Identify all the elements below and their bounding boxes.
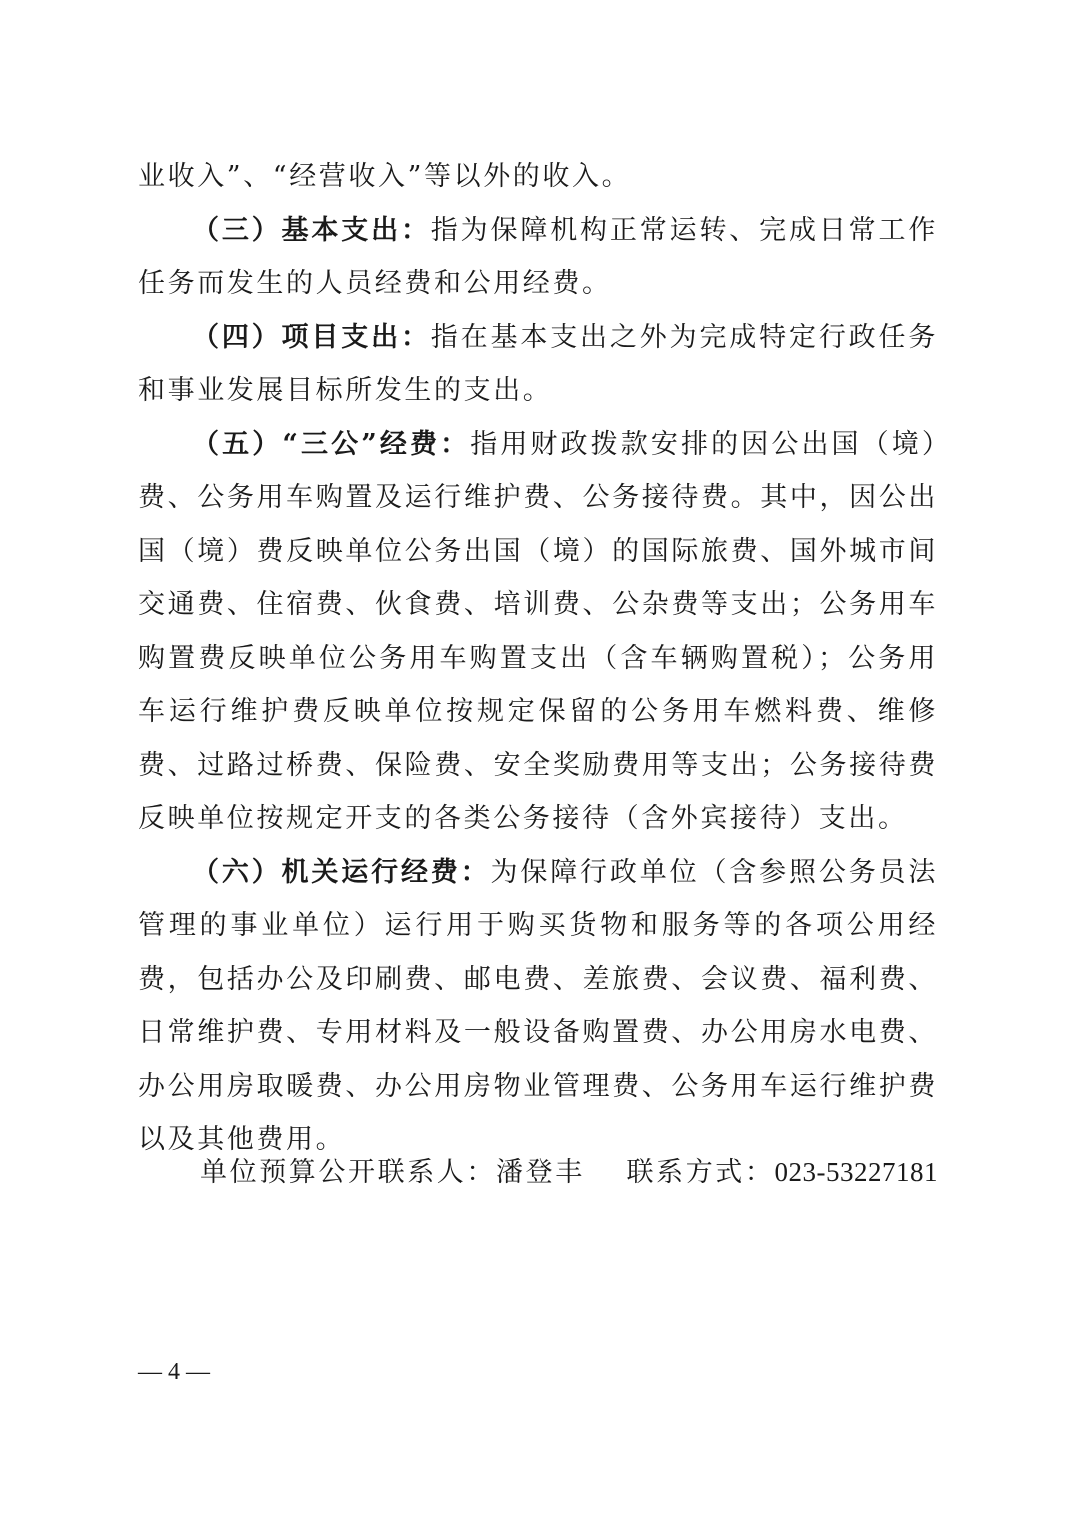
continuation-paragraph: 业收入”、“经营收入”等以外的收入。 — [138, 161, 632, 192]
paragraph-heading: （四）项目支出： — [192, 321, 431, 353]
document-body — [138, 150, 938, 1167]
contact-line — [200, 1146, 938, 1199]
paragraph-text: 指在基本支出之外为完成特定行政任务和事业发展目标所发生的支出。 — [138, 321, 938, 406]
page-number: — 4 — — [138, 1359, 210, 1385]
paragraph-project-expenditure — [138, 311, 938, 418]
paragraph-text: 指为保障机构正常运转、完成日常工作任务而发生的人员经费和公用经费。 — [138, 214, 938, 299]
contact-phone-label: 联系方式： — [626, 1157, 775, 1188]
contact-person — [200, 1157, 585, 1188]
paragraph-text: 为保障行政单位（含参照公务员法管理的事业单位）运行用于购买货物和服务等的各项公用经费，包括办公及印刷费、邮电费、差旅费、会议费、福利费、日常维护费、专用材料及一般设备购置费、办公用房水电费、办公用房取暖费、办公用房物业管理费、公务用车运行维护费以及其他费用。 — [138, 856, 938, 1155]
contact-person-name: 潘登丰 — [496, 1157, 585, 1188]
paragraph-operating-expenses — [138, 846, 938, 1167]
contact-person-label: 单位预算公开联系人： — [200, 1157, 496, 1188]
paragraph-text: 指用财政拨款安排的因公出国（境）费、公务用车购置及运行维护费、公务接待费。其中，因公出国（境）费反映单位公务出国（境）的国际旅费、国外城市间交通费、住宿费、伙食费、培训费、公杂费等支出；公务用车购置费反映单位公务用车购置支出（含车辆购置税）；公务用车运行维护费反映单位按规定保留的公务用车燃料费、维修费、过路过桥费、保险费、安全奖励费用等支出；公务接待费反映单位按规定开支的各类公务接待（含外宾接待）支出。 — [138, 428, 938, 834]
paragraph-heading: （三）基本支出： — [192, 214, 431, 246]
paragraph-heading: （六）机关运行经费： — [192, 856, 491, 888]
paragraph-three-public-expenses — [138, 418, 938, 846]
paragraph-basic-expenditure — [138, 204, 938, 311]
contact-phone-number: 023-53227181 — [774, 1157, 938, 1187]
paragraph-heading: （五）“三公”经费： — [192, 428, 471, 460]
contact-phone — [627, 1146, 939, 1199]
